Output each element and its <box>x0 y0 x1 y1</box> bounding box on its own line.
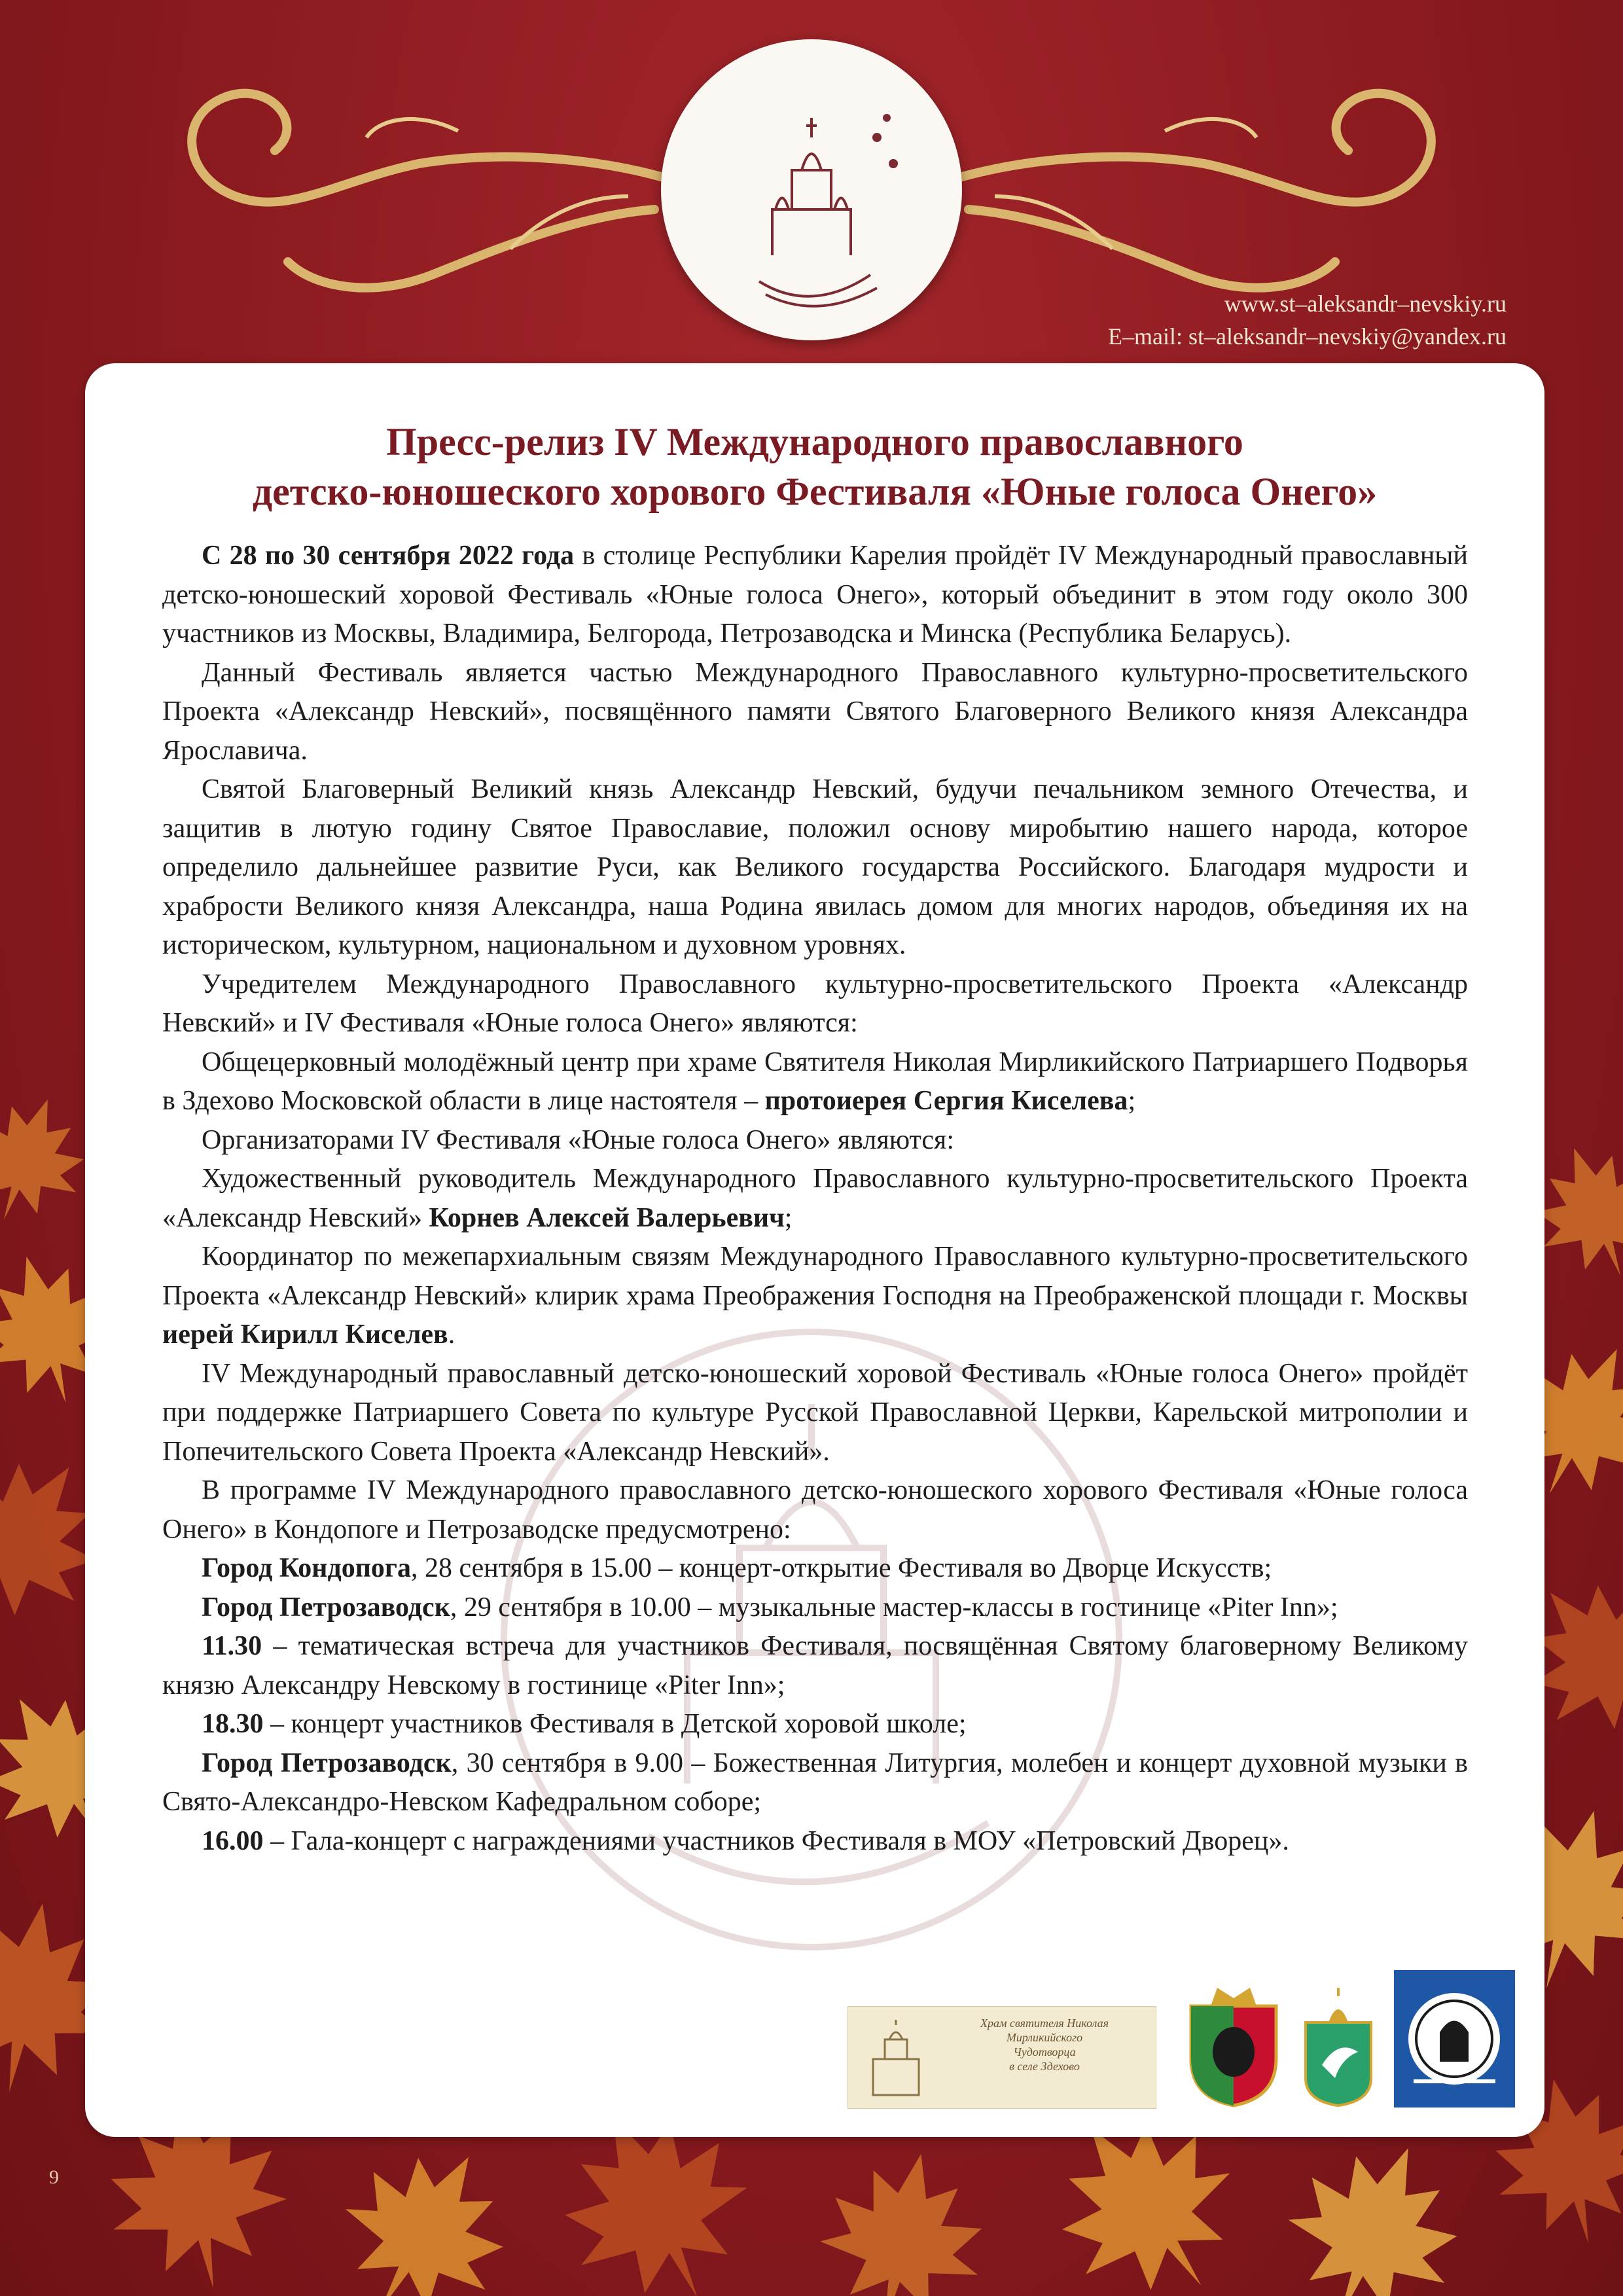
church-name-line: Чудотворца <box>1013 2045 1076 2058</box>
schedule-text: – концерт участников Фестиваля в Детской хоровой школе; <box>263 1709 967 1739</box>
church-logo <box>847 2006 1156 2109</box>
city-label: Город Петрозаводск <box>202 1592 450 1623</box>
karelia-coat-of-arms <box>1185 1980 1283 2108</box>
release-body <box>162 537 1468 1861</box>
schedule-item <box>162 1705 1468 1744</box>
paragraph <box>162 1043 1468 1121</box>
website-link[interactable]: www.st–aleksandr–nevskiy.ru <box>1224 291 1507 317</box>
paragraph: В программе IV Международного православного детско-юношеского хорового Фестиваля «Юные голоса Онего» в Кондопоге и Петрозаводске предусмотрено: <box>162 1475 1468 1545</box>
city-label: Город Кондопога <box>202 1553 412 1583</box>
church-icon <box>860 2020 932 2098</box>
schedule-text: – Гала-концерт с награждениями участников Фестиваля в МОУ «Петровский Дворец». <box>263 1825 1289 1856</box>
church-name-line: Мирликийского <box>1006 2031 1083 2044</box>
schedule-item <box>162 1744 1468 1822</box>
paragraph <box>162 1160 1468 1238</box>
schedule-item <box>162 1549 1468 1588</box>
paragraph-text: Координатор по межепархиальным связям Международного Православного культурно-просветительского Проекта «Александр Невский» клирик храма Преображения Господня на Преображенской площади г. Москвы <box>162 1242 1468 1311</box>
paragraph: Данный Фестиваль является частью Международного Православного культурно-просветительского Проекта «Александр Невский», посвящённого памяти Святого Благоверного Великого князя Александра Ярославича. <box>162 657 1468 766</box>
nevsky-project-logo <box>1394 1970 1515 2108</box>
paragraph: Учредителем Международного Православного культурно-просветительского Проекта «Александр Невский» и IV Фестиваля «Юные голоса Онего» являются: <box>162 969 1468 1038</box>
time-label: 18.30 <box>202 1709 264 1739</box>
email-link[interactable]: E–mail: st–aleksandr–nevskiy@yandex.ru <box>1107 323 1507 350</box>
title-line-2: детско-юношеского хорового Фестиваля «Юные голоса Онего» <box>252 470 1378 513</box>
festival-logo <box>661 39 962 340</box>
schedule-item <box>162 1627 1468 1705</box>
church-name-line: Храм святителя Николая <box>980 2017 1109 2030</box>
person-name: Корнев Алексей Валерьевич <box>429 1202 785 1233</box>
paragraph: Святой Благоверный Великий князь Александр Невский, будучи печальником земного Отечества, и защитив в лютую годину Святое Православие, положил основу миробытию нашего народа, которое определило дальнейшее развитие Руси, как Великого государства Российского. Благодаря мудрости и храбрости Великого князя Александра, наша Родина явилась домом для многих народов, объединяя их на историческом, культурном, национальном и духовном уровнях. <box>162 774 1468 960</box>
press-release-card <box>85 363 1544 2137</box>
page-number: 9 <box>49 2166 59 2188</box>
paragraph: Организаторами IV Фестиваля «Юные голоса Онего» являются: <box>202 1124 955 1155</box>
paragraph-text: в столице Республики Карелия пройдёт IV Международный православный детско-юношеский хоровой Фестиваль «Юные голоса Онего», который объединит в этом году около 300 участников из Москвы, Владимира, Белгорода, Петрозаводска и Минска (Республика Беларусь). <box>162 541 1468 649</box>
paragraph-text: Художественный руководитель Международного Православного культурно-просветительского Проекта «Александр Невский» <box>162 1164 1468 1233</box>
schedule-text: – тематическая встреча для участников Фестиваля, посвящённая Святому благоверному Великому князю Александру Невскому в гостинице «Piter Inn»; <box>162 1631 1468 1700</box>
time-label: 16.00 <box>202 1825 264 1856</box>
schedule-text: , 29 сентября в 10.00 – музыкальные мастер-классы в гостинице «Piter Inn»; <box>450 1592 1338 1623</box>
center-emblem <box>1296 1986 1381 2108</box>
schedule-text: , 28 сентября в 15.00 – концерт-открытие Фестиваля во Дворце Искусств; <box>411 1553 1272 1583</box>
paragraph: IV Международный православный детско-юношеский хоровой Фестиваль «Юные голоса Онего» пройдёт при поддержке Патриаршего Совета по культуре Русской Православной Церкви, Карельской митрополии и Попечительского Совета Проекта «Александр Невский». <box>162 1358 1468 1467</box>
person-name: иерей Кирилл Киселев <box>162 1319 448 1350</box>
punctuation: ; <box>1128 1086 1136 1116</box>
punctuation: ; <box>784 1202 793 1233</box>
title-line-1: Пресс-релиз IV Международного православного <box>386 420 1243 463</box>
paragraph <box>162 537 1468 654</box>
city-label: Город Петрозаводск <box>202 1748 452 1778</box>
person-name: протоиерея Сергия Киселева <box>764 1086 1128 1116</box>
time-label: 11.30 <box>202 1631 262 1661</box>
church-name-line: в селе Здехово <box>1009 2060 1080 2073</box>
paragraph-text: Общецерковный молодёжный центр при храме Святителя Николая Мирликийского Патриаршего Подворья в Здехово Московской области в лице настоятеля – <box>162 1047 1468 1116</box>
partner-logos <box>847 1970 1502 2108</box>
dates-highlight: С 28 по 30 сентября 2022 года <box>202 541 575 571</box>
punctuation: . <box>448 1319 455 1350</box>
paragraph <box>162 1238 1468 1355</box>
page-title <box>124 417 1505 516</box>
schedule-text: , 30 сентября в 9.00 – Божественная Литургия, молебен и концерт духовной музыки в Свято-Александро-Невском Кафедральном соборе; <box>162 1748 1468 1817</box>
nevsky-emblem-icon <box>1394 1970 1515 2108</box>
schedule-item <box>162 1588 1468 1628</box>
schedule-item <box>162 1822 1468 1861</box>
